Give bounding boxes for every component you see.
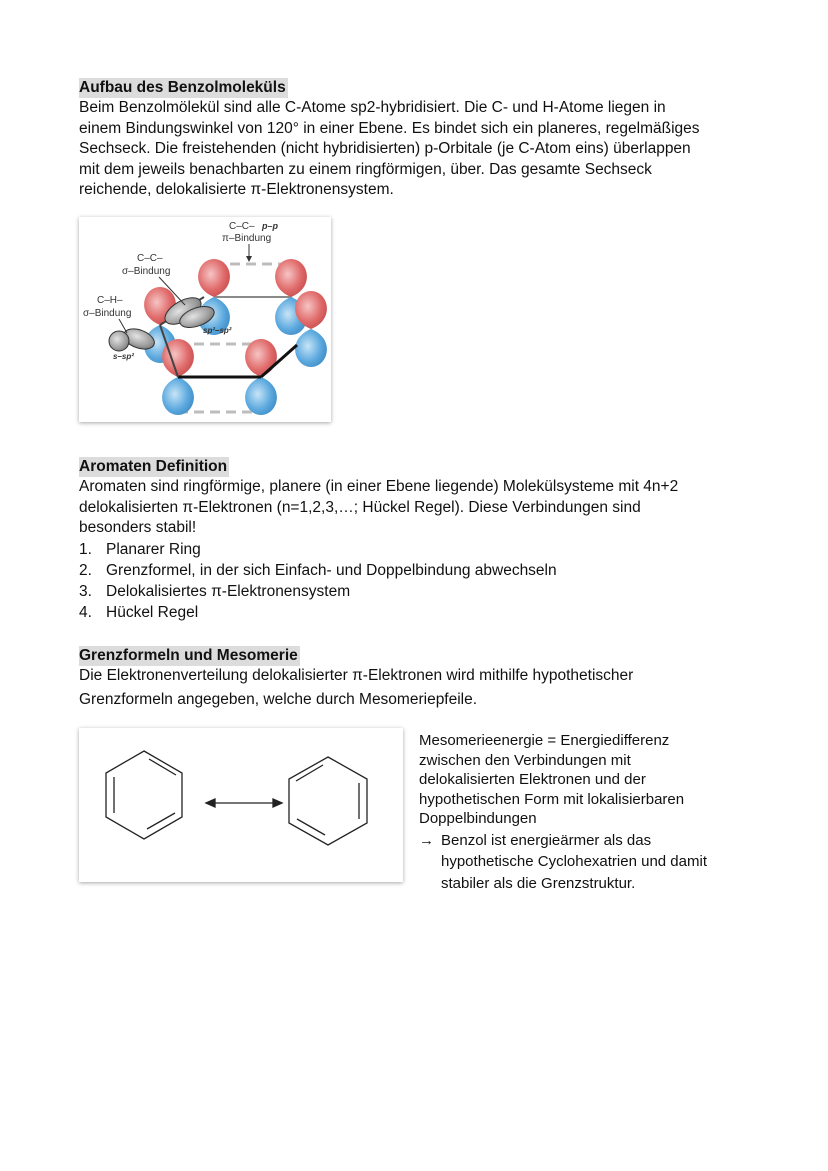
paragraph-line: besonders stabil! [79,519,197,536]
list-item: 3. Delokalisiertes π-Elektronensystem [79,582,351,600]
right-arrow-icon: → [419,831,434,849]
criteria-list [79,539,759,623]
section-aromatics-definition [79,457,759,623]
list-item: 4. Hückel Regel [79,603,199,621]
conclusion-row [419,831,759,851]
paragraph-line: Beim Benzolmölekül sind alle C-Atome sp2-hybridisiert. Die C- und H-Atome liegen in [79,99,666,116]
paragraph-line: Aromaten sind ringförmige, planere (in einer Ebene liegende) Molekülsysteme mit 4n+2 [79,478,679,495]
label-ch-sigma-line2: σ–Bindung [83,308,132,319]
resonance-structures-figure [79,728,403,882]
note-line: hypothetischen Form mit lokalisierbaren [419,790,685,808]
label-s-sp2: s–sp² [113,352,134,361]
label-pi-handwritten: p–p [262,221,279,231]
section-resonance [79,646,759,710]
mesomerism-energy-note [419,731,759,893]
conclusion-line: Benzol ist energieärmer als das [441,831,652,849]
orbital-model-figure [79,217,331,422]
section-benzene-structure [79,78,759,201]
heading-benzene-structure: Aufbau des Benzolmoleküls [79,79,286,96]
resonance-arrow [206,799,282,807]
paragraph-line: Die Elektronenverteilung delokalisierter π-Elektronen wird mithilfe hypothetischer [79,667,634,684]
conclusion-line: stabiler als die Grenzstruktur. [441,874,636,892]
label-cc-sigma-line2: σ–Bindung [122,266,171,277]
note-line: zwischen den Verbindungen mit [419,751,631,769]
label-pi-bond-line2: π–Bindung [222,233,272,244]
list-item: 1. Planarer Ring [79,540,201,558]
paragraph-line: reichende, delokalisierte π-Elektronensystem. [79,181,394,198]
benzene-kekule-right [289,757,367,845]
paragraph-line: mit dem jeweils benachbarten zu einem ringförmigen, über. Das gesamte Sechseck [79,160,652,178]
note-line: delokalisierten Elektronen und der [419,771,646,788]
resonance-diagram [79,728,403,882]
label-ch-sigma-line1: C–H– [97,295,123,306]
paragraph-line: Sechseck. Die freistehenden (nicht hybridisierten) p-Orbitale (je C-Atom eins) überlappen [79,140,691,157]
note-line: Doppelbindungen [419,810,537,827]
label-pi-bond-line1: C–C– [229,221,255,232]
label-sp2-sp2: sp²–sp² [203,326,232,335]
list-item: 2. Grenzformel, in der sich Einfach- und Doppelbindung abwechseln [79,561,557,579]
heading-resonance: Grenzformeln und Mesomerie [79,647,298,664]
orbital-diagram [79,217,331,422]
label-cc-sigma-line1: C–C– [137,253,163,264]
conclusion-line: hypothetische Cyclohexatrien und damit [441,853,707,870]
benzene-kekule-left [106,751,182,839]
note-line: Mesomerieenergie = Energiedifferenz [419,732,670,749]
heading-aromatics-definition: Aromaten Definition [79,458,228,475]
paragraph-line: delokalisierten π-Elektronen (n=1,2,3,…; Hückel Regel). Diese Verbindungen sind [79,498,641,516]
paragraph-line: Grenzformeln angegeben, welche durch Mesomeriepfeile. [79,690,478,708]
paragraph-line: einem Bindungswinkel von 120° in einer Ebene. Es bindet sich ein planeres, regelmäßiges [79,119,700,137]
